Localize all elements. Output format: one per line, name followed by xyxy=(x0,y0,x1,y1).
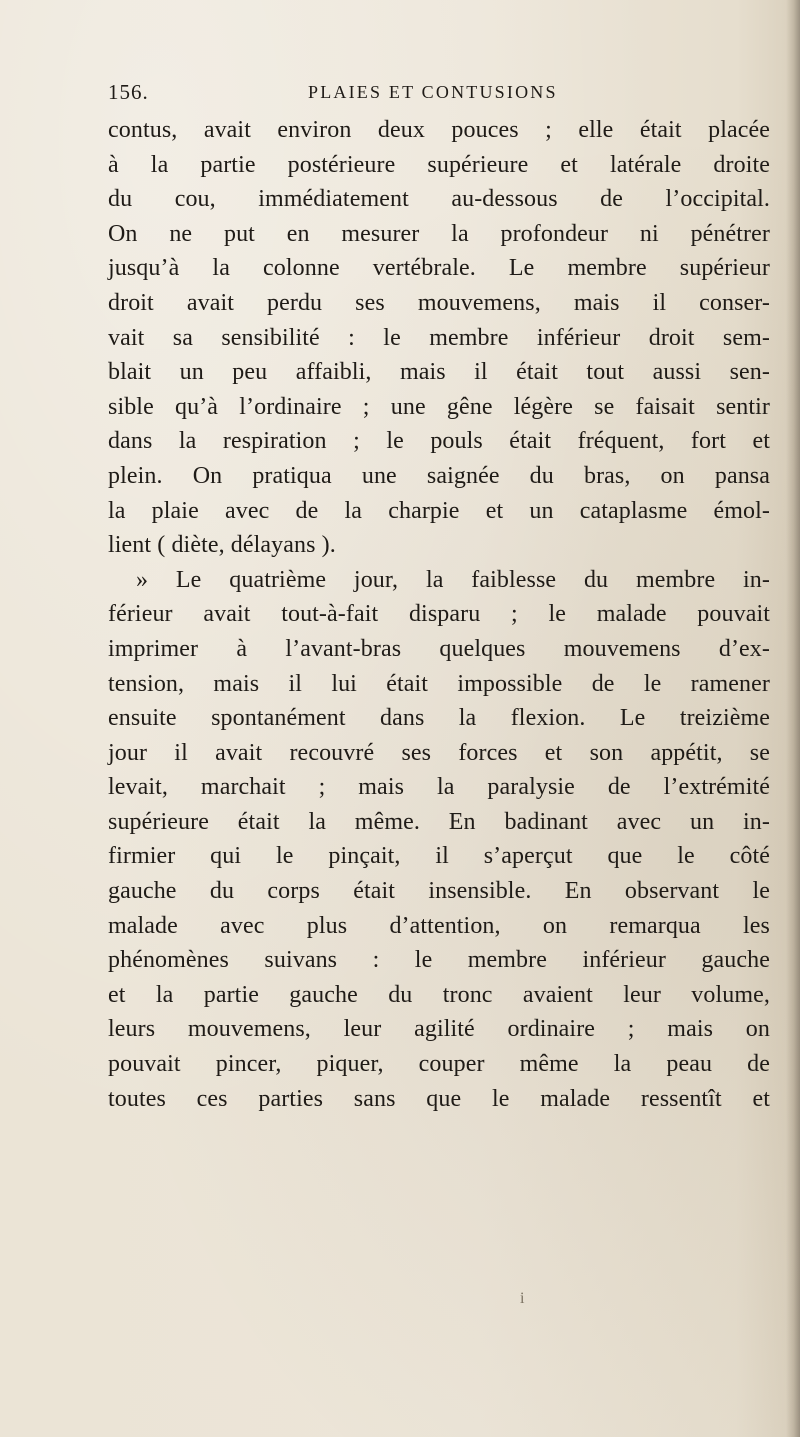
text-line: phénomènes suivans : le membre inférieur gauche xyxy=(108,947,770,974)
text-line: imprimer à l’avant-bras quelques mouvemens d’ex- xyxy=(108,635,770,662)
text-line: lient ( diète, délayans ). xyxy=(108,532,336,559)
text-line: leurs mouvemens, leur agilité ordinaire ; mais on xyxy=(108,1016,770,1043)
text-line: et la partie gauche du tronc avaient leur volume, xyxy=(108,981,770,1008)
text-line: jour il avait recouvré ses forces et son appétit, se xyxy=(108,739,770,766)
text-line: dans la respiration ; le pouls était fréquent, fort et xyxy=(108,428,770,455)
text-line: firmier qui le pinçait, il s’aperçut que le côté xyxy=(108,843,770,870)
text-line: levait, marchait ; mais la paralysie de l’extrémité xyxy=(108,774,770,801)
text-line: malade avec plus d’attention, on remarqua les xyxy=(108,912,770,939)
text-line: à la partie postérieure supérieure et latérale droite xyxy=(108,151,770,178)
text-line: droit avait perdu ses mouvemens, mais il conser- xyxy=(108,289,770,316)
text-line: ensuite spontanément dans la flexion. Le treizième xyxy=(108,705,770,732)
text-line: sible qu’à l’ordinaire ; une gêne légère se faisait sentir xyxy=(108,393,770,420)
footer-mark: i xyxy=(520,1290,525,1307)
text-line: blait un peu affaibli, mais il était tout aussi sen- xyxy=(108,359,770,386)
text-line: » Le quatrième jour, la faiblesse du membre in- xyxy=(136,566,770,593)
text-line: contus, avait environ deux pouces ; elle était placée xyxy=(108,117,770,143)
text-line: la plaie avec de la charpie et un cataplasme émol- xyxy=(108,497,770,524)
text-line: toutes ces parties sans que le malade ressentît et xyxy=(108,1085,770,1112)
body-text xyxy=(108,113,770,1116)
running-head: PLAIES ET CONTUSIONS xyxy=(308,82,558,102)
text-line: jusqu’à la colonne vertébrale. Le membre supérieur xyxy=(108,255,770,282)
text-line: On ne put en mesurer la profondeur ni pénétrer xyxy=(108,220,770,247)
page-edge-shadow xyxy=(786,0,800,1437)
text-line: férieur avait tout-à-fait disparu ; le malade pouvait xyxy=(108,601,770,628)
text-line: tension, mais il lui était impossible de le ramener xyxy=(108,670,770,697)
text-line: du cou, immédiatement au-dessous de l’occipital. xyxy=(108,186,770,213)
page-header xyxy=(108,80,708,112)
page-number: 156. xyxy=(108,80,149,104)
text-line: gauche du corps était insensible. En observant le xyxy=(108,878,770,905)
text-line: supérieure était la même. En badinant avec un in- xyxy=(108,808,770,835)
text-line: vait sa sensibilité : le membre inférieur droit sem- xyxy=(108,324,770,351)
text-line: pouvait pincer, piquer, couper même la peau de xyxy=(108,1051,770,1078)
text-line: plein. On pratiqua une saignée du bras, on pansa xyxy=(108,462,770,489)
